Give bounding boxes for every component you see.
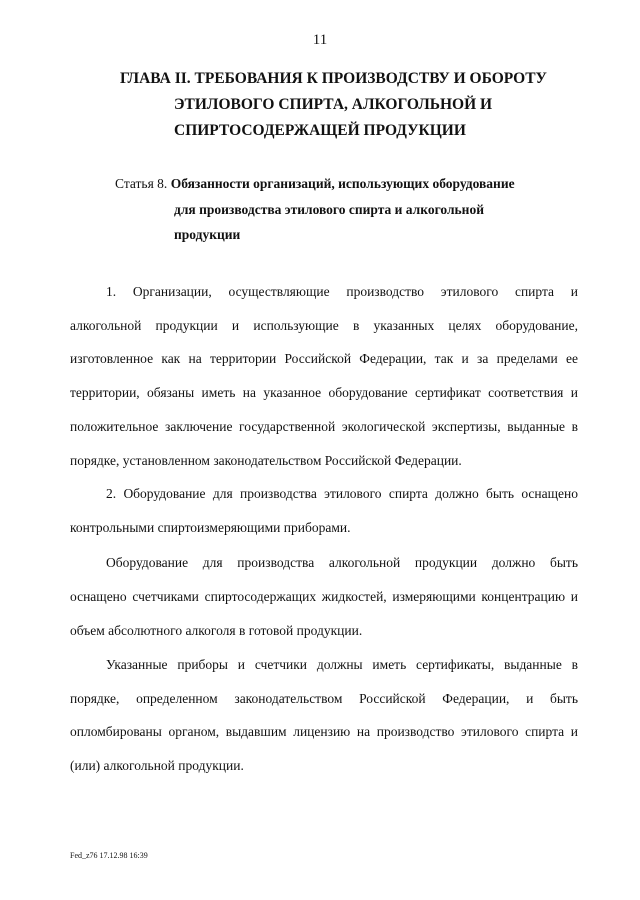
paragraph-4-line-3: опломбированы органом, выдавшим лицензию на производство этилового спирта и xyxy=(70,724,578,739)
article-title-line-2: для производства этилового спирта и алкогольной xyxy=(174,202,484,217)
page-number: 11 xyxy=(312,32,328,48)
paragraph-4-line-4: (или) алкогольной продукции. xyxy=(70,758,244,773)
paragraph-1-line-6: порядке, установленном законодательством Российской Федерации. xyxy=(70,453,462,468)
chapter-title-line-2: ЭТИЛОВОГО СПИРТА, АЛКОГОЛЬНОЙ И xyxy=(174,96,493,113)
paragraph-4-line-2: порядке, определенном законодательством Российской Федерации, и быть xyxy=(70,691,578,706)
paragraph-2-line-1: 2. Оборудование для производства этилового спирта должно быть оснащено xyxy=(106,486,578,501)
paragraph-1-line-1: 1. Организации, осуществляющие производство этилового спирта и xyxy=(106,284,578,299)
chapter-title-line-3: СПИРТОСОДЕРЖАЩЕЙ ПРОДУКЦИИ xyxy=(174,122,466,139)
article-title-line-3: продукции xyxy=(174,227,241,242)
paragraph-1-line-5: положительное заключение государственной экологической экспертизы, выданные в xyxy=(70,419,578,434)
paragraph-1-line-4: территории, обязаны иметь на указанное оборудование сертификат соответствия и xyxy=(70,385,578,400)
article-title-line-1: Обязанности организаций, использующих оборудование xyxy=(170,176,515,191)
paragraph-1-line-2: алкогольной продукции и использующие в указанных целях оборудование, xyxy=(70,318,578,333)
article-label: Статья 8. xyxy=(115,176,168,191)
paragraph-4-line-1: Указанные приборы и счетчики должны иметь сертификаты, выданные в xyxy=(106,657,578,672)
paragraph-1-line-3: изготовленное как на территории Российской Федерации, так и за пределами ее xyxy=(70,351,578,366)
footer-stamp: Fed_z76 17.12.98 16:39 xyxy=(70,851,148,860)
paragraph-3-line-2: оснащено счетчиками спиртосодержащих жидкостей, измеряющими концентрацию и xyxy=(70,589,578,604)
article-heading xyxy=(115,176,515,192)
chapter-title-line-1: ГЛАВА II. ТРЕБОВАНИЯ К ПРОИЗВОДСТВУ И ОБОРОТУ xyxy=(120,70,547,87)
paragraph-2-line-2: контрольными спиртоизмеряющими приборами. xyxy=(70,520,351,535)
paragraph-3-line-3: объем абсолютного алкоголя в готовой продукции. xyxy=(70,623,363,638)
paragraph-3-line-1: Оборудование для производства алкогольной продукции должно быть xyxy=(106,555,578,570)
